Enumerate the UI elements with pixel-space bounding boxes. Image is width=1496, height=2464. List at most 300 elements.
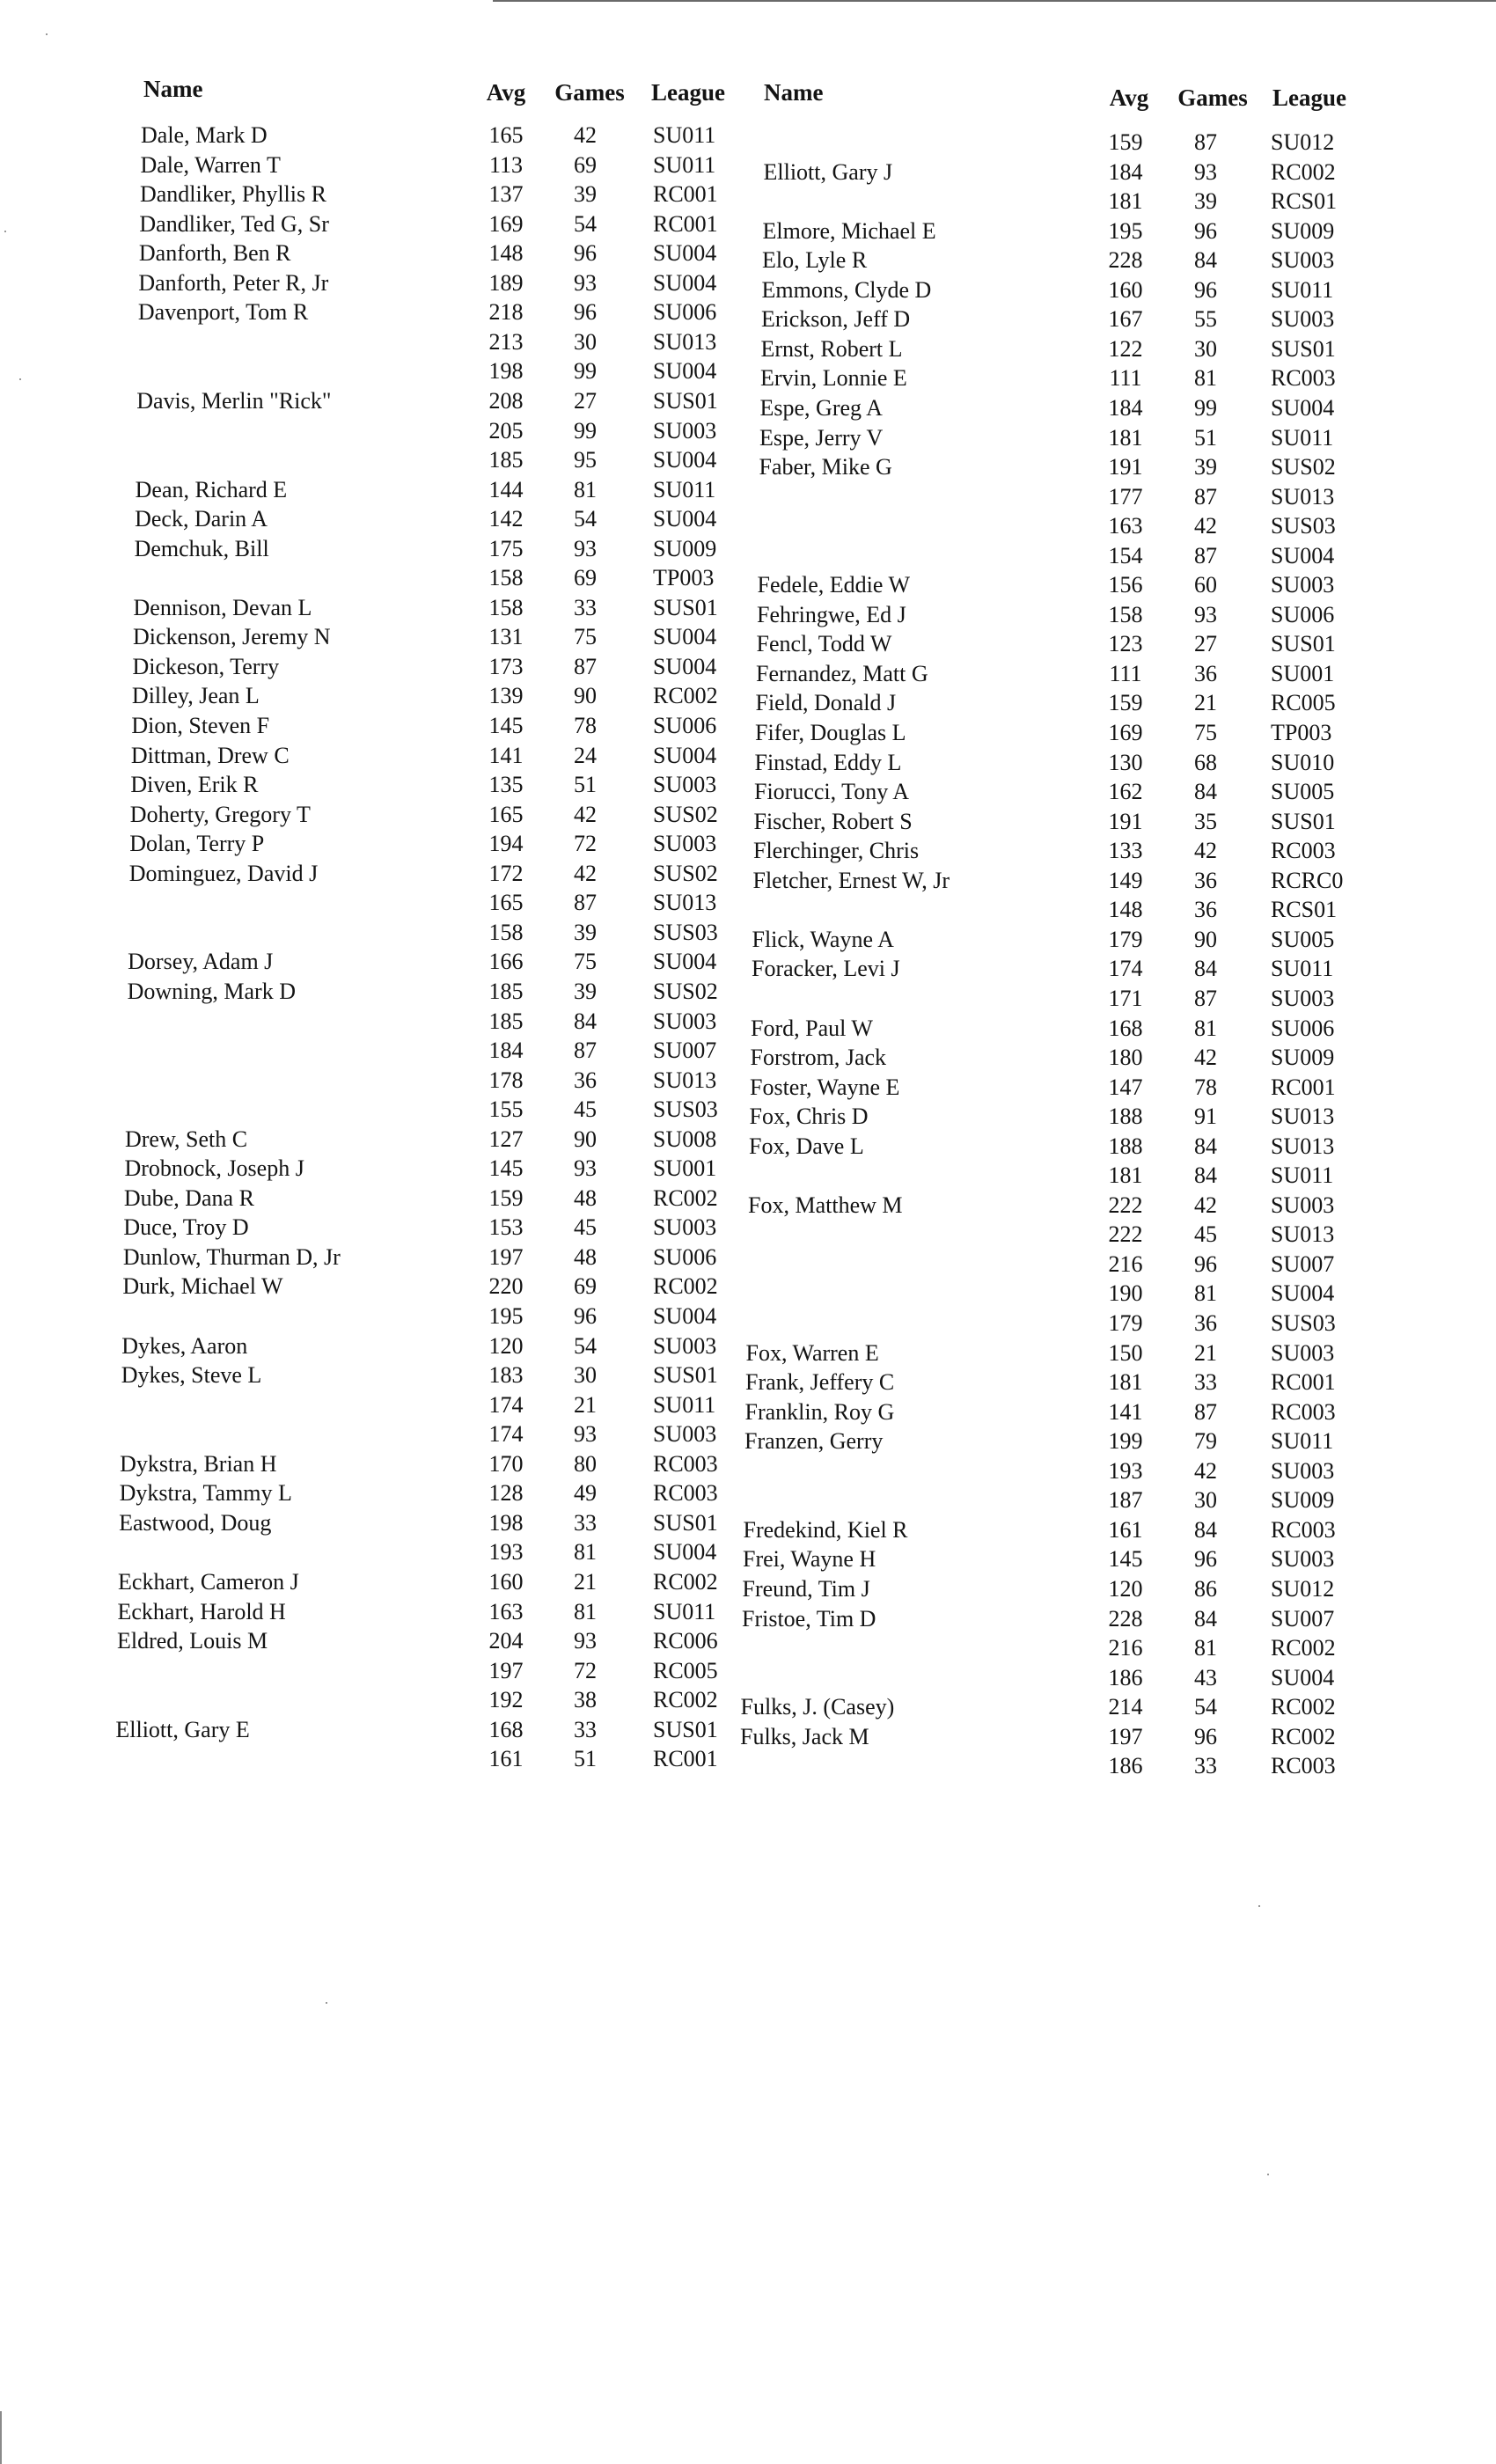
bowler-name-cell: Fulks, J. (Casey) (740, 1694, 895, 1720)
average-cell: 179 (1108, 1310, 1143, 1336)
league-cell: SU004 (653, 447, 717, 473)
league-cell: SUS02 (653, 978, 718, 1004)
table-row (0, 688, 1496, 718)
games-cell: 99 (1194, 394, 1217, 421)
average-cell: 185 (488, 1008, 524, 1034)
league-cell: SU011 (1271, 1162, 1334, 1189)
games-cell: 48 (574, 1243, 597, 1270)
bowler-name-cell: Ford, Paul W (751, 1015, 873, 1041)
league-cell: SU003 (1271, 985, 1335, 1011)
league-cell: RC002 (1271, 1635, 1336, 1661)
games-cell: 36 (1194, 660, 1217, 686)
average-cell: 178 (488, 1067, 524, 1093)
average-cell: 133 (1108, 838, 1143, 864)
table-row (0, 334, 1496, 364)
games-cell: 45 (1194, 1221, 1217, 1248)
league-cell: SU009 (653, 535, 717, 561)
average-cell: 174 (1108, 956, 1143, 982)
league-cell: RC002 (653, 1687, 718, 1713)
league-cell: SUS03 (653, 919, 718, 945)
bowler-name-cell: Dykstra, Brian H (120, 1450, 277, 1477)
table-row (0, 1368, 1496, 1397)
games-cell: 45 (574, 1214, 597, 1241)
games-cell: 42 (1194, 1045, 1217, 1071)
right-league-header: League (1272, 84, 1346, 111)
league-cell: SU003 (653, 1214, 717, 1241)
games-cell: 30 (574, 328, 597, 355)
table-row (0, 423, 1496, 453)
games-cell: 51 (1194, 424, 1217, 451)
average-cell: 179 (1108, 926, 1143, 952)
games-cell: 51 (574, 1746, 597, 1772)
bowler-name-cell: Dilley, Jean L (131, 683, 260, 709)
average-cell: 190 (1108, 1280, 1143, 1307)
league-cell: SUS01 (1271, 631, 1336, 657)
games-cell: 93 (574, 1155, 597, 1182)
league-cell: SU004 (1271, 1664, 1335, 1690)
bowler-name-cell: Dube, Dana R (123, 1184, 254, 1211)
games-cell: 36 (574, 1067, 597, 1093)
average-cell: 216 (1108, 1250, 1143, 1277)
games-cell: 42 (1194, 513, 1217, 539)
average-cell: 186 (1108, 1664, 1143, 1690)
bowler-name-cell: Fencl, Todd W (756, 631, 892, 657)
games-cell: 33 (574, 594, 597, 620)
games-cell: 81 (574, 476, 597, 502)
average-cell: 194 (488, 831, 524, 857)
average-cell: 120 (488, 1332, 524, 1359)
average-cell: 173 (488, 653, 524, 679)
league-cell: SU003 (1271, 306, 1335, 333)
average-cell: 228 (1108, 247, 1143, 274)
table-row (0, 275, 1496, 305)
bowler-name-cell: Deck, Darin A (135, 506, 268, 532)
table-row (0, 1309, 1496, 1338)
league-cell: SU012 (1271, 129, 1335, 155)
games-cell: 84 (1194, 1162, 1217, 1189)
average-cell: 192 (488, 1687, 524, 1713)
league-cell: SU007 (653, 1038, 717, 1064)
average-cell: 169 (488, 210, 524, 237)
games-cell: 69 (574, 1273, 597, 1300)
league-cell: SU013 (653, 328, 717, 355)
bowler-name-cell: Dykes, Steve L (121, 1362, 262, 1389)
bowler-name-cell: Dunlow, Thurman D, Jr (122, 1243, 341, 1270)
games-cell: 72 (574, 831, 597, 857)
bowler-name-cell: Dandliker, Phyllis R (139, 181, 326, 208)
bowler-name-cell: Ernst, Robert L (760, 335, 903, 362)
league-cell: RC006 (653, 1628, 718, 1654)
league-cell: SUS01 (653, 1362, 718, 1389)
average-cell: 191 (1108, 808, 1143, 834)
average-cell: 131 (488, 624, 524, 650)
games-cell: 27 (574, 387, 597, 414)
games-cell: 81 (1194, 365, 1217, 392)
average-cell: 135 (488, 772, 524, 798)
games-cell: 78 (1194, 1074, 1217, 1100)
league-cell: SU011 (1271, 956, 1334, 982)
games-cell: 87 (1194, 542, 1217, 568)
league-cell: SU003 (1271, 247, 1335, 274)
league-cell: RCS01 (1271, 897, 1338, 923)
bowler-name-cell: Elliott, Gary J (763, 158, 893, 185)
average-cell: 181 (1108, 1369, 1143, 1396)
games-cell: 91 (1194, 1104, 1217, 1130)
games-cell: 39 (1194, 188, 1217, 215)
league-cell: SU010 (1271, 749, 1335, 775)
league-cell: RC002 (1271, 1694, 1336, 1720)
bowler-name-cell: Drobnock, Joseph J (124, 1155, 304, 1182)
league-cell: SU009 (1271, 1487, 1335, 1514)
bowler-name-cell: Dennison, Devan L (133, 594, 312, 620)
bowler-name-cell: Dion, Steven F (131, 713, 270, 738)
scan-left-edge-line (0, 2411, 2, 2464)
games-cell: 80 (574, 1450, 597, 1477)
games-cell: 36 (1194, 897, 1217, 923)
games-cell: 96 (574, 240, 597, 267)
table-row (0, 1663, 1496, 1693)
bowler-name-cell: Fischer, Robert S (753, 808, 913, 834)
table-row (0, 1574, 1496, 1604)
average-cell: 123 (1108, 631, 1143, 657)
games-cell: 39 (574, 978, 597, 1004)
bowler-name-cell: Elliott, Gary E (115, 1716, 250, 1742)
league-cell: SUS01 (1271, 808, 1336, 834)
league-cell: SUS01 (1271, 335, 1336, 362)
average-cell: 160 (1108, 276, 1143, 303)
average-cell: 187 (1108, 1487, 1143, 1514)
average-cell: 169 (1108, 720, 1143, 745)
average-cell: 163 (1108, 513, 1143, 539)
average-cell: 148 (1108, 897, 1143, 923)
games-cell: 93 (574, 1421, 597, 1448)
games-cell: 90 (1194, 926, 1217, 952)
average-cell: 193 (488, 1539, 524, 1566)
league-cell: SU004 (653, 1539, 717, 1566)
games-cell: 96 (574, 299, 597, 326)
league-cell: SU003 (1271, 1546, 1335, 1573)
bowler-name-cell: Fredekind, Kiel R (743, 1516, 908, 1543)
league-cell: SU004 (653, 1303, 717, 1329)
average-cell: 154 (1108, 542, 1143, 568)
bowler-name-cell: Dale, Warren T (140, 151, 281, 178)
average-cell: 113 (488, 151, 524, 178)
league-cell: SU011 (653, 1598, 716, 1624)
bowler-name-cell: Franzen, Gerry (744, 1428, 884, 1455)
average-cell: 156 (1108, 572, 1143, 598)
scan-speck (1267, 2174, 1269, 2175)
table-row (0, 482, 1496, 512)
table-row (0, 1397, 1496, 1427)
table-row (0, 246, 1496, 275)
table-row (0, 393, 1496, 423)
average-cell: 139 (488, 683, 524, 709)
table-row (0, 216, 1496, 246)
games-cell: 93 (574, 535, 597, 561)
league-cell: SUS01 (653, 594, 718, 620)
games-cell: 49 (574, 1480, 597, 1507)
league-cell: SU006 (653, 1243, 717, 1270)
table-row (0, 629, 1496, 659)
average-cell: 170 (488, 1450, 524, 1477)
table-row (0, 304, 1496, 334)
table-row (0, 1692, 1496, 1722)
games-cell: 54 (1194, 1694, 1217, 1720)
bowler-name-cell: Freund, Tim J (742, 1575, 870, 1602)
games-cell: 24 (574, 742, 597, 768)
average-cell: 160 (488, 1568, 524, 1595)
league-cell: SUS02 (1271, 454, 1336, 480)
table-row (0, 1191, 1496, 1221)
games-cell: 90 (574, 1126, 597, 1152)
games-cell: 33 (574, 1716, 597, 1742)
table-row (0, 1043, 1496, 1073)
table-row (0, 363, 1496, 393)
average-cell: 181 (1108, 1162, 1143, 1189)
league-cell: SU007 (1271, 1250, 1335, 1277)
league-cell: SU004 (653, 506, 717, 532)
games-cell: 72 (574, 1657, 597, 1683)
bowler-name-cell: Danforth, Ben R (138, 240, 291, 267)
average-cell: 199 (1108, 1428, 1143, 1455)
scan-speck (1258, 1905, 1260, 1907)
league-cell: SU012 (1271, 1575, 1335, 1602)
games-cell: 48 (574, 1184, 597, 1211)
games-cell: 87 (1194, 1398, 1217, 1425)
league-cell: RC001 (653, 181, 718, 208)
average-cell: 222 (1108, 1192, 1143, 1218)
average-cell: 213 (488, 328, 524, 355)
games-cell: 33 (1194, 1369, 1217, 1396)
bowler-name-cell: Dickenson, Jeremy N (132, 624, 331, 650)
games-cell: 39 (574, 181, 597, 208)
league-cell: RC002 (653, 683, 718, 709)
games-cell: 99 (574, 417, 597, 444)
games-cell: 81 (1194, 1280, 1217, 1307)
table-row (0, 570, 1496, 600)
average-cell: 174 (488, 1421, 524, 1448)
league-cell: RC005 (1271, 690, 1336, 716)
average-cell: 168 (488, 1716, 524, 1742)
league-cell: SU004 (653, 949, 717, 975)
league-cell: RC001 (653, 210, 718, 237)
league-cell: SU001 (1271, 660, 1335, 686)
scan-speck (46, 33, 48, 35)
games-cell: 69 (574, 565, 597, 591)
bowler-name-cell: Drew, Seth C (124, 1126, 248, 1152)
table-row (0, 1456, 1496, 1486)
table-row (0, 128, 1496, 158)
average-cell: 184 (1108, 158, 1143, 185)
bowler-name-cell: Erickson, Jeff D (761, 306, 911, 333)
scan-top-edge-line (493, 0, 1496, 2)
average-cell: 191 (1108, 454, 1143, 480)
right-games-header: Games (1177, 84, 1248, 111)
table-row (0, 748, 1496, 778)
average-cell: 228 (1108, 1605, 1143, 1632)
games-cell: 84 (1194, 1133, 1217, 1159)
bowler-name-cell: Frei, Wayne H (743, 1546, 876, 1573)
league-cell: SU003 (653, 1332, 717, 1359)
bowler-name-cell: Dorsey, Adam J (128, 949, 274, 975)
league-cell: SU009 (1271, 217, 1335, 244)
league-cell: SU011 (1271, 276, 1334, 303)
games-cell: 87 (574, 653, 597, 679)
table-row (0, 1633, 1496, 1663)
average-cell: 128 (488, 1480, 524, 1507)
games-cell: 30 (1194, 335, 1217, 362)
league-cell: SU004 (653, 742, 717, 768)
league-cell: SUS03 (653, 1096, 718, 1123)
games-cell: 96 (1194, 1723, 1217, 1749)
games-cell: 43 (1194, 1664, 1217, 1690)
average-cell: 150 (1108, 1339, 1143, 1366)
games-cell: 33 (574, 1509, 597, 1536)
league-cell: SU006 (1271, 601, 1335, 627)
bowler-name-cell: Fifer, Douglas L (755, 720, 906, 745)
games-cell: 42 (1194, 1457, 1217, 1484)
average-cell: 141 (488, 742, 524, 768)
league-cell: SUS02 (653, 801, 718, 827)
average-cell: 166 (488, 949, 524, 975)
games-cell: 87 (574, 1038, 597, 1064)
bowler-name-cell: Flerchinger, Chris (753, 838, 920, 864)
games-cell: 84 (1194, 247, 1217, 274)
average-cell: 205 (488, 417, 524, 444)
bowler-name-cell: Dominguez, David J (128, 860, 319, 886)
league-cell: SU004 (1271, 394, 1335, 421)
games-cell: 35 (1194, 808, 1217, 834)
league-cell: RCRC0 (1271, 867, 1344, 893)
league-cell: RC005 (653, 1657, 718, 1683)
league-cell: SU011 (653, 122, 716, 148)
bowler-name-cell: Durk, Michael W (122, 1273, 283, 1300)
league-cell: SU003 (653, 1421, 717, 1448)
bowler-name-cell: Dittman, Drew C (130, 742, 290, 768)
average-cell: 159 (1108, 129, 1143, 155)
average-cell: 180 (1108, 1045, 1143, 1071)
league-cell: RC001 (653, 1746, 718, 1772)
bowler-name-cell: Forstrom, Jack (750, 1045, 887, 1071)
average-cell: 216 (1108, 1635, 1143, 1661)
league-cell: SU003 (1271, 1339, 1335, 1366)
league-cell: SUS01 (653, 1509, 718, 1536)
league-cell: SU003 (653, 772, 717, 798)
table-row (0, 1751, 1496, 1781)
table-row (0, 925, 1496, 955)
bowler-name-cell: Faber, Mike G (759, 454, 892, 480)
league-cell: RC003 (1271, 365, 1336, 392)
table-row (0, 1161, 1496, 1191)
bowler-name-cell: Diven, Erik R (130, 772, 259, 798)
bowler-name-cell: Fletcher, Ernest W, Jr (752, 867, 950, 893)
bowler-name-cell: Dandliker, Ted G, Sr (139, 210, 329, 237)
games-cell: 75 (574, 624, 597, 650)
games-cell: 93 (1194, 601, 1217, 627)
table-row (0, 1515, 1496, 1545)
games-cell: 21 (574, 1391, 597, 1418)
games-cell: 81 (1194, 1015, 1217, 1041)
bowler-name-cell: Elo, Lyle R (762, 247, 868, 274)
average-cell: 197 (1108, 1723, 1143, 1749)
average-cell: 158 (488, 565, 524, 591)
average-cell: 165 (488, 890, 524, 916)
average-cell: 185 (488, 447, 524, 473)
average-cell: 158 (488, 919, 524, 945)
league-cell: SU013 (653, 890, 717, 916)
games-cell: 42 (1194, 838, 1217, 864)
games-cell: 95 (574, 447, 597, 473)
left-games-header: Games (554, 79, 625, 106)
table-row (0, 187, 1496, 216)
table-row (0, 1220, 1496, 1250)
games-cell: 86 (1194, 1575, 1217, 1602)
table-row (0, 1102, 1496, 1132)
league-cell: SU007 (1271, 1605, 1335, 1632)
games-cell: 93 (574, 269, 597, 296)
bowler-name-cell: Franklin, Roy G (744, 1398, 895, 1425)
league-cell: RC003 (653, 1450, 718, 1477)
bowler-name-cell: Duce, Troy D (123, 1214, 249, 1241)
average-cell: 184 (488, 1038, 524, 1064)
games-cell: 38 (574, 1687, 597, 1713)
games-cell: 42 (574, 122, 597, 148)
league-cell: SU013 (1271, 1104, 1335, 1130)
bowler-name-cell: Foster, Wayne E (750, 1074, 900, 1100)
left-league-header: League (651, 79, 725, 106)
games-cell: 54 (574, 210, 597, 237)
average-cell: 186 (1108, 1753, 1143, 1779)
average-cell: 204 (488, 1628, 524, 1654)
league-cell: RC003 (1271, 838, 1336, 864)
games-cell: 81 (574, 1539, 597, 1566)
league-cell: RCS01 (1271, 188, 1338, 215)
average-cell: 184 (1108, 394, 1143, 421)
bowler-name-cell: Davis, Merlin "Rick" (136, 387, 332, 414)
games-cell: 90 (574, 683, 597, 709)
average-cell: 197 (488, 1243, 524, 1270)
games-cell: 87 (1194, 483, 1217, 510)
bowler-name-cell: Fox, Dave L (749, 1133, 864, 1159)
bowler-name-cell: Dean, Richard E (135, 476, 288, 502)
league-cell: SU003 (1271, 1457, 1335, 1484)
league-cell: SUS02 (653, 860, 718, 886)
games-cell: 39 (574, 919, 597, 945)
bowler-name-cell: Demchuk, Bill (134, 535, 269, 561)
league-cell: RC001 (1271, 1369, 1336, 1396)
games-cell: 33 (1194, 1753, 1217, 1779)
average-cell: 111 (1109, 660, 1142, 686)
games-cell: 21 (574, 1568, 597, 1595)
average-cell: 177 (1108, 483, 1143, 510)
right-name-header: Name (764, 79, 824, 106)
average-cell: 161 (488, 1746, 524, 1772)
games-cell: 42 (574, 860, 597, 886)
league-cell: SU013 (1271, 483, 1335, 510)
games-cell: 96 (1194, 1546, 1217, 1573)
games-cell: 99 (574, 358, 597, 385)
average-cell: 141 (1108, 1398, 1143, 1425)
games-cell: 93 (574, 1628, 597, 1654)
average-cell: 137 (488, 181, 524, 208)
games-cell: 81 (574, 1598, 597, 1624)
table-row (0, 511, 1496, 541)
games-cell: 84 (1194, 1605, 1217, 1632)
table-row (0, 777, 1496, 807)
bowler-name-cell: Dickeson, Terry (132, 653, 280, 679)
league-cell: SUS01 (653, 387, 718, 414)
right-avg-header: Avg (1109, 84, 1149, 111)
